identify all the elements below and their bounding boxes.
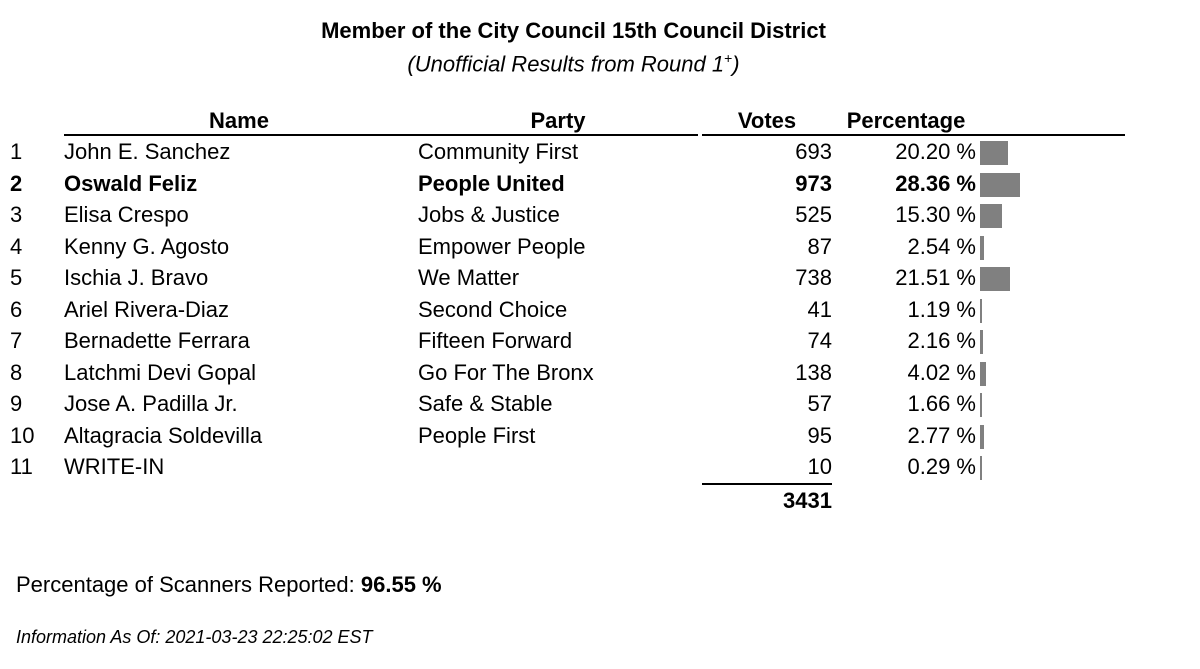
- row-percentage: 2.16 %: [907, 328, 976, 353]
- row-percentage: 28.36 %: [895, 170, 976, 196]
- row-bar-cell: [980, 294, 1125, 326]
- scanners-reported: [16, 572, 442, 598]
- row-name: Latchmi Devi Gopal: [64, 359, 256, 385]
- results-table: [10, 108, 1125, 516]
- row-votes: 693: [795, 139, 832, 164]
- percentage-bar: [980, 393, 982, 417]
- percentage-bar: [980, 425, 984, 449]
- page-title: Member of the City Council 15th Council District: [321, 18, 826, 43]
- table-row: [10, 420, 1125, 452]
- row-votes: 10: [807, 454, 832, 479]
- percentage-bar: [980, 141, 1008, 165]
- row-votes: 138: [795, 359, 832, 385]
- table-row: [10, 231, 1125, 263]
- header-votes: Votes: [702, 108, 832, 136]
- page-subtitle: [0, 50, 1147, 77]
- percentage-bar: [980, 173, 1020, 197]
- row-party: Go For The Bronx: [418, 359, 594, 385]
- header-percentage: Percentage: [836, 108, 976, 136]
- row-party: Safe & Stable: [418, 391, 553, 416]
- row-percentage: 2.77 %: [907, 422, 976, 448]
- row-party: We Matter: [418, 265, 520, 290]
- row-percentage: 1.19 %: [907, 296, 976, 322]
- header-bar: [980, 108, 1125, 136]
- row-votes: 95: [807, 422, 832, 448]
- row-name: John E. Sanchez: [64, 139, 231, 164]
- row-rank: 7: [10, 328, 23, 353]
- row-votes: 525: [795, 202, 832, 227]
- table-row: [10, 294, 1125, 326]
- row-votes: 41: [807, 296, 832, 322]
- row-votes: 973: [795, 170, 832, 196]
- row-percentage: 15.30 %: [895, 202, 976, 227]
- row-name: Oswald Feliz: [64, 170, 198, 196]
- header-party: Party: [418, 108, 698, 136]
- row-votes: 87: [807, 233, 832, 259]
- row-name: Ariel Rivera-Diaz: [64, 296, 230, 322]
- row-percentage: 4.02 %: [907, 359, 976, 385]
- header-rank: [10, 108, 64, 136]
- row-rank: 1: [10, 139, 23, 164]
- row-votes: 738: [795, 265, 832, 290]
- table-row: [10, 325, 1125, 357]
- subtitle-text: (Unofficial Results from Round 1: [407, 51, 725, 77]
- row-name: WRITE-IN: [64, 454, 165, 479]
- subtitle-superscript: +: [724, 50, 733, 66]
- row-bar-cell: [980, 168, 1125, 200]
- percentage-bar: [980, 204, 1002, 228]
- row-party: People United: [418, 170, 565, 196]
- percentage-bar: [980, 299, 982, 323]
- row-party: [418, 451, 698, 483]
- table-row: [10, 136, 1125, 168]
- row-bar-cell: [980, 136, 1125, 168]
- row-bar-cell: [980, 199, 1125, 231]
- row-percentage: 21.51 %: [895, 265, 976, 290]
- row-votes: 74: [807, 328, 832, 353]
- row-bar-cell: [980, 262, 1125, 294]
- row-party: Community First: [418, 139, 579, 164]
- header-name: Name: [64, 108, 414, 136]
- subtitle-end: ): [732, 51, 740, 77]
- percentage-bar: [980, 330, 983, 354]
- row-party: People First: [418, 422, 536, 448]
- percentage-bar: [980, 362, 986, 386]
- row-rank: 4: [10, 233, 23, 259]
- row-bar-cell: [980, 451, 1125, 483]
- row-rank: 6: [10, 296, 23, 322]
- row-bar-cell: [980, 388, 1125, 420]
- percentage-bar: [980, 456, 982, 480]
- percentage-bar: [980, 236, 984, 260]
- total-votes: 3431: [702, 483, 832, 517]
- row-name: Elisa Crespo: [64, 202, 189, 227]
- row-name: Altagracia Soldevilla: [64, 422, 263, 448]
- table-row: [10, 262, 1125, 294]
- row-bar-cell: [980, 325, 1125, 357]
- scanners-label: Percentage of Scanners Reported:: [16, 572, 361, 597]
- row-party: Second Choice: [418, 296, 568, 322]
- row-name: Ischia J. Bravo: [64, 265, 209, 290]
- row-percentage: 20.20 %: [895, 139, 976, 164]
- table-row: [10, 199, 1125, 231]
- row-party: Fifteen Forward: [418, 328, 573, 353]
- row-rank: 8: [10, 359, 23, 385]
- row-percentage: 1.66 %: [907, 391, 976, 416]
- row-votes: 57: [807, 391, 832, 416]
- table-row: [10, 451, 1125, 483]
- percentage-bar: [980, 267, 1010, 291]
- row-rank: 3: [10, 202, 23, 227]
- results-body: [10, 136, 1125, 483]
- row-bar-cell: [980, 357, 1125, 389]
- row-party: Empower People: [418, 233, 586, 259]
- row-percentage: 0.29 %: [907, 454, 976, 479]
- row-name: Kenny G. Agosto: [64, 233, 230, 259]
- table-row: [10, 357, 1125, 389]
- row-percentage: 2.54 %: [907, 233, 976, 259]
- row-rank: 10: [10, 422, 35, 448]
- row-bar-cell: [980, 420, 1125, 452]
- row-rank: 5: [10, 265, 23, 290]
- table-header-row: [10, 108, 1125, 136]
- table-row: [10, 168, 1125, 200]
- row-bar-cell: [980, 231, 1125, 263]
- row-rank: 9: [10, 391, 23, 416]
- row-name: Jose A. Padilla Jr.: [64, 391, 238, 416]
- row-name: Bernadette Ferrara: [64, 328, 250, 353]
- info-timestamp: Information As Of: 2021-03-23 22:25:02 EST: [16, 627, 373, 647]
- row-rank: 2: [10, 170, 23, 196]
- row-party: Jobs & Justice: [418, 202, 560, 227]
- row-rank: 11: [10, 454, 33, 479]
- total-row: [10, 483, 1125, 517]
- table-row: [10, 388, 1125, 420]
- scanners-value: 96.55 %: [360, 572, 442, 597]
